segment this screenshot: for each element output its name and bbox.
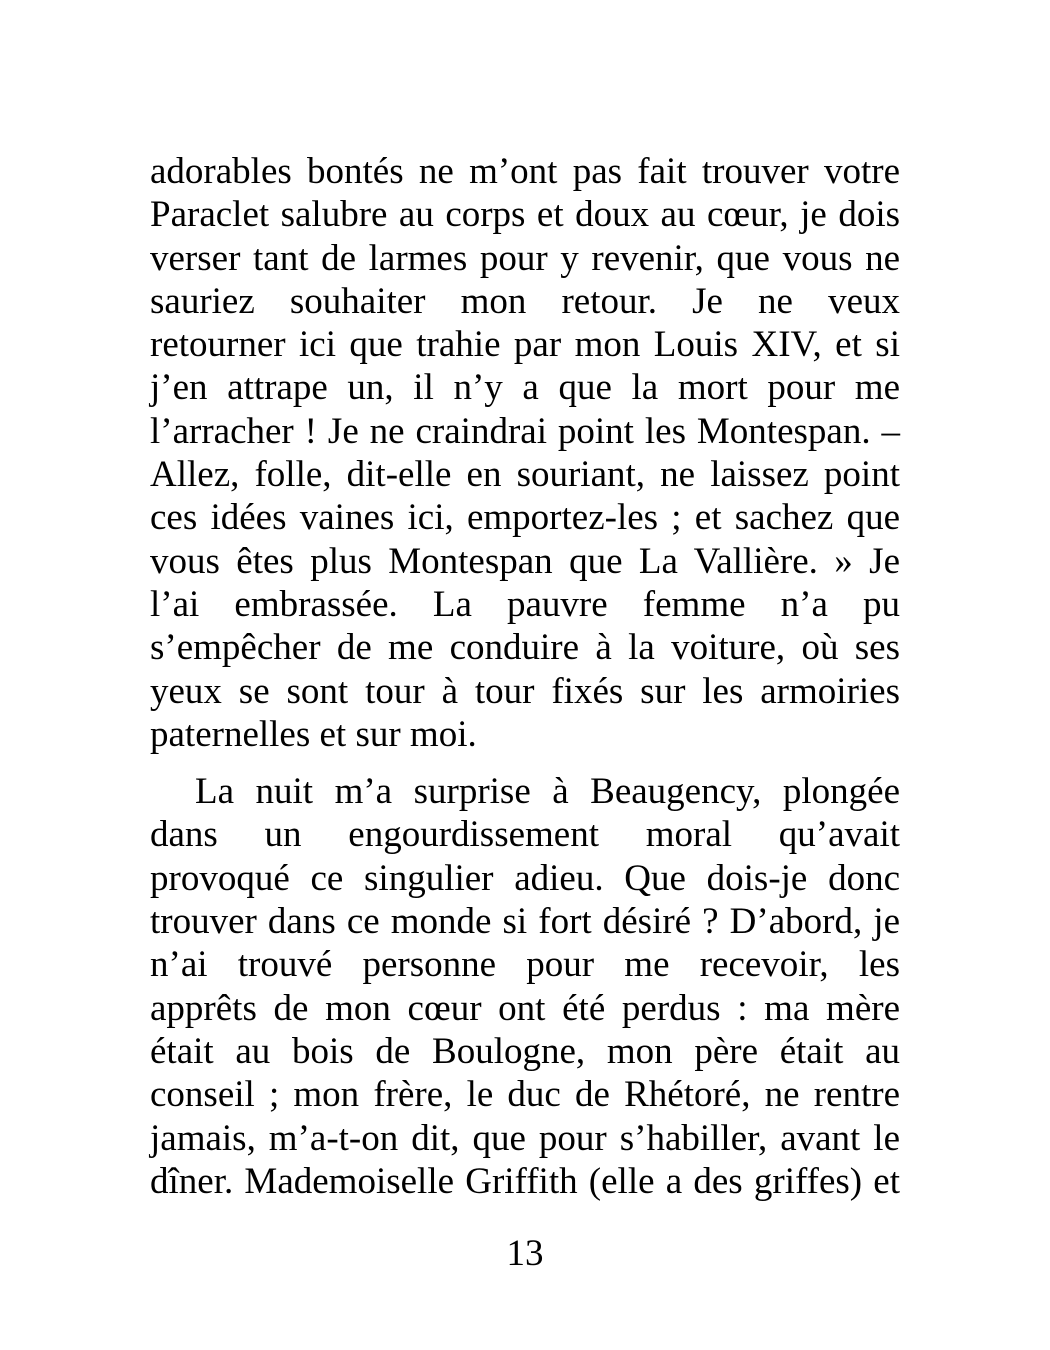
text-line: apprêts de mon cœur ont été perdus : ma mère [150, 987, 900, 1029]
text-line: était au bois de Boulogne, mon père était au [150, 1030, 900, 1072]
text-line: retourner ici que trahie par mon Louis XIV, et si [150, 324, 900, 366]
paragraph-1 [150, 150, 900, 756]
text-line: yeux se sont tour à tour fixés sur les armoiries [150, 670, 900, 712]
text-line: trouver dans ce monde si fort désiré ? D’abord, je [150, 901, 900, 943]
text-line: ces idées vaines ici, emportez-les ; et sachez que [150, 497, 900, 539]
text-line: paternelles et sur moi. [150, 713, 477, 755]
paragraph-spacer [150, 756, 900, 770]
text-line: Paraclet salubre au corps et doux au cœur, je dois [150, 194, 900, 236]
text-line: dans un engourdissement moral qu’avait [150, 814, 900, 856]
text-line: adorables bontés ne m’ont pas fait trouver votre [150, 151, 900, 192]
text-line: conseil ; mon frère, le duc de Rhétoré, ne rentre [150, 1074, 900, 1116]
text-line: s’empêcher de me conduire à la voiture, où ses [150, 627, 900, 669]
text-line: vous êtes plus Montespan que La Vallière. » Je [150, 540, 900, 582]
paragraph-2 [150, 770, 900, 1203]
page-number: 13 [506, 1233, 544, 1274]
text-line: l’ai embrassée. La pauvre femme n’a pu [150, 583, 900, 625]
text-line: j’en attrape un, il n’y a que la mort pour me [150, 367, 900, 409]
text-line: Allez, folle, dit-elle en souriant, ne laissez point [150, 454, 900, 496]
body-text [150, 150, 900, 1203]
text-line: verser tant de larmes pour y revenir, que vous ne [150, 237, 900, 279]
text-line: La nuit m’a surprise à Beaugency, plongée [195, 771, 900, 813]
text-line: provoqué ce singulier adieu. Que dois-je donc [150, 857, 900, 899]
text-line: sauriez souhaiter mon retour. Je ne veux [150, 280, 900, 322]
text-line: dîner. Mademoiselle Griffith (elle a des griffes) et [150, 1160, 900, 1202]
text-line: n’ai trouvé personne pour me recevoir, les [150, 944, 900, 986]
text-line: jamais, m’a-t-on dit, que pour s’habiller, avant le [150, 1117, 900, 1159]
text-line: l’arracher ! Je ne craindrai point les Montespan. – [150, 410, 900, 452]
